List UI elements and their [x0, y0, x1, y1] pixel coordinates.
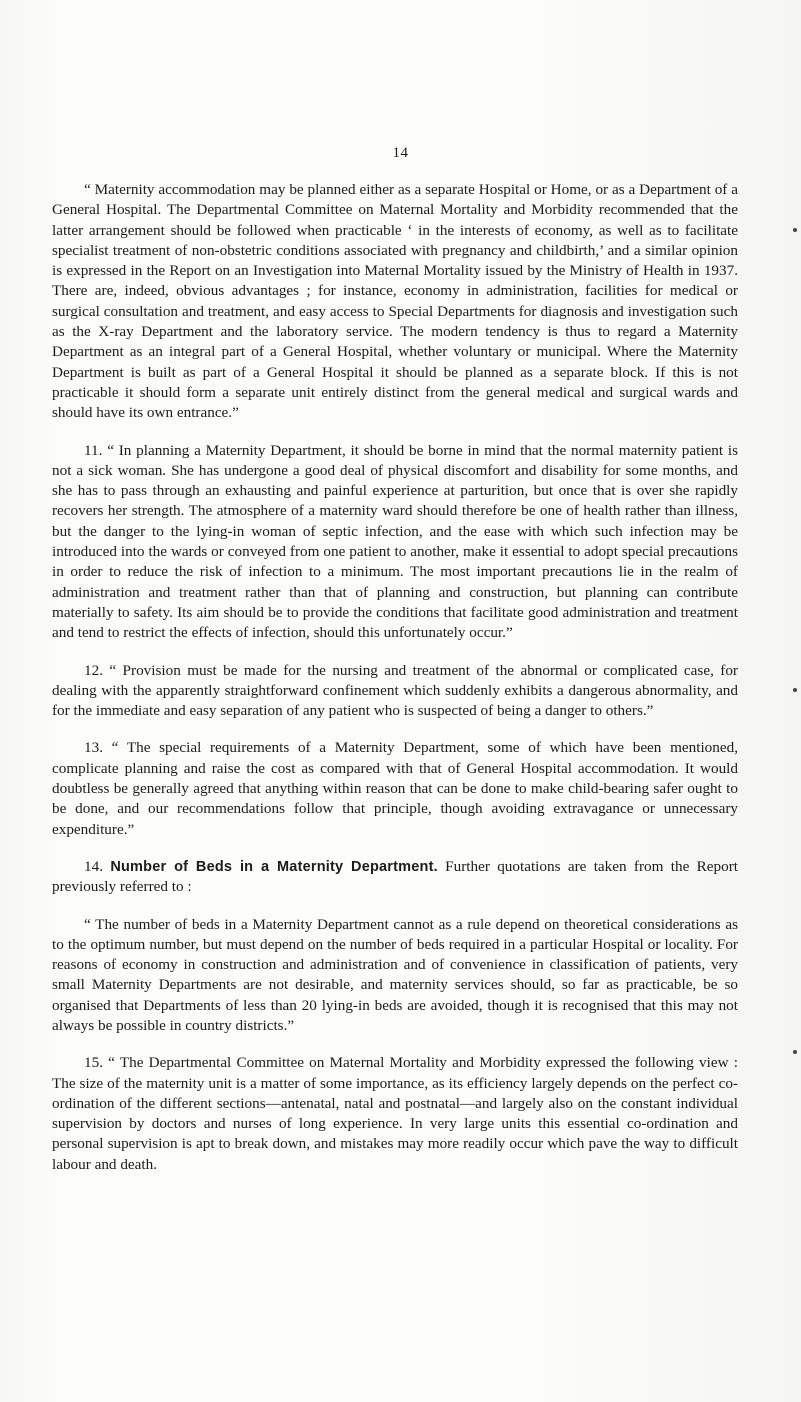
paragraph-13-special-requirements — [52, 738, 738, 839]
paragraph-13-text: 13. “ The special requirements of a Maternity Department, some of which have been mentioned, complicate planning and raise the cost as compared with that of General Hospital accommodation. It would doubtless be generally agreed that anything within reason that can be done to make child-bearing safer ought to be done, and our recommendations follow that principle, though avoiding extravagance or unnecessary expenditure.” — [52, 739, 738, 838]
paragraph-14-number-of-beds — [52, 857, 738, 898]
paragraph-14-number: 14. — [84, 857, 103, 875]
document-body — [52, 180, 738, 1192]
margin-speck — [793, 228, 797, 232]
page-number: 14 — [392, 145, 409, 161]
paragraph-15-committee-view: 15. “ The Departmental Committee on Maternal Mortality and Morbidity expressed the following view : The size of the maternity unit is a matter of some importance, as its efficiency largely depends on the perfect co-ordination of the different sections—antenatal, natal and postnatal—and largely also on the constant individual supervision by doctors and nurses of long experience. In very large units this essential co-ordination and personal supervision is apt to break down, and mistakes may more readily occur which pave the way to difficult labour and death. — [52, 1054, 738, 1173]
paragraph-beds-quotation: “ The number of beds in a Maternity Department cannot as a rule depend on theoretical considerations as to the optimum number, but must depend on the number of beds required in a particular Hospital or locality. For reasons of economy in construction and administration and of convenience in classification of patients, very small Maternity Departments are not desirable, and maternity services should, so far as practicable, be so organised that Departments of less than 20 lying-in beds are avoided, though it is recognised that this may not always be possible in country districts.” — [52, 915, 738, 1034]
margin-speck — [793, 1050, 797, 1054]
paragraph-12-provision: 12. “ Provision must be made for the nursing and treatment of the abnormal or complicated case, for dealing with the apparently straightforward confinement which suddenly exhibits a dangerous abnormality, and for the immediate and easy separation of any patient who is suspected of being a danger to others.” — [52, 661, 738, 720]
paragraph-14-text: Further quotations are taken from the Report previously referred to : — [52, 857, 738, 896]
paragraph-maternity-accommodation: “ Maternity accommodation may be planned either as a separate Hospital or Home, or as a Department of a General Hospital. The Departmental Committee on Maternal Mortality and Morbidity recommended that the latter arrangement should be followed when practicable ‘ in the interests of economy, as well as to facilitate specialist treatment of non-obstetric conditions associated with pregnancy and childbirth,’ and a similar opinion is expressed in the Report on an Investigation into Maternal Mortality issued by the Ministry of Health in 1937. There are, indeed, obvious advantages ; for instance, economy in administration, facilities for medical or surgical consultation and treatment, and easy access to Special Departments for diagnosis and investigation such as the X-ray Department and the laboratory service. The modern tendency is thus to regard a Maternity Department as an integral part of a General Hospital, whether voluntary or municipal. Where the Maternity Department is built as part of a General Hospital it should be planned as a separate block. If this is not practicable it should form a separate unit entirely distinct from the general medical and surgical wards and should have its own entrance.” — [52, 181, 738, 422]
paragraph-11-planning: 11. “ In planning a Maternity Department, it should be borne in mind that the normal maternity patient is not a sick woman. She has undergone a good deal of physical discomfort and disability for some months, and she has to pass through an exhausting and painful experience at parturition, but once that is over she rapidly recovers her strength. The atmosphere of a maternity ward should therefore be one of health rather than illness, but the danger to the lying-in woman of septic infection, and the ease with which such infection may be introduced into the wards or conveyed from one patient to another, make it essential to adopt special precautions in order to reduce the risk of infection to a minimum. The most important precautions lie in the realm of administration and treatment rather than that of planning and construction, but planning can contribute materially to safety. Its aim should be to provide the conditions that facilitate good administration and treatment and tend to restrict the effects of infection, should this unfortunately occur.” — [52, 441, 738, 642]
section-heading-number-of-beds: Number of Beds in a Maternity Department. — [110, 858, 438, 875]
margin-speck — [793, 688, 797, 692]
